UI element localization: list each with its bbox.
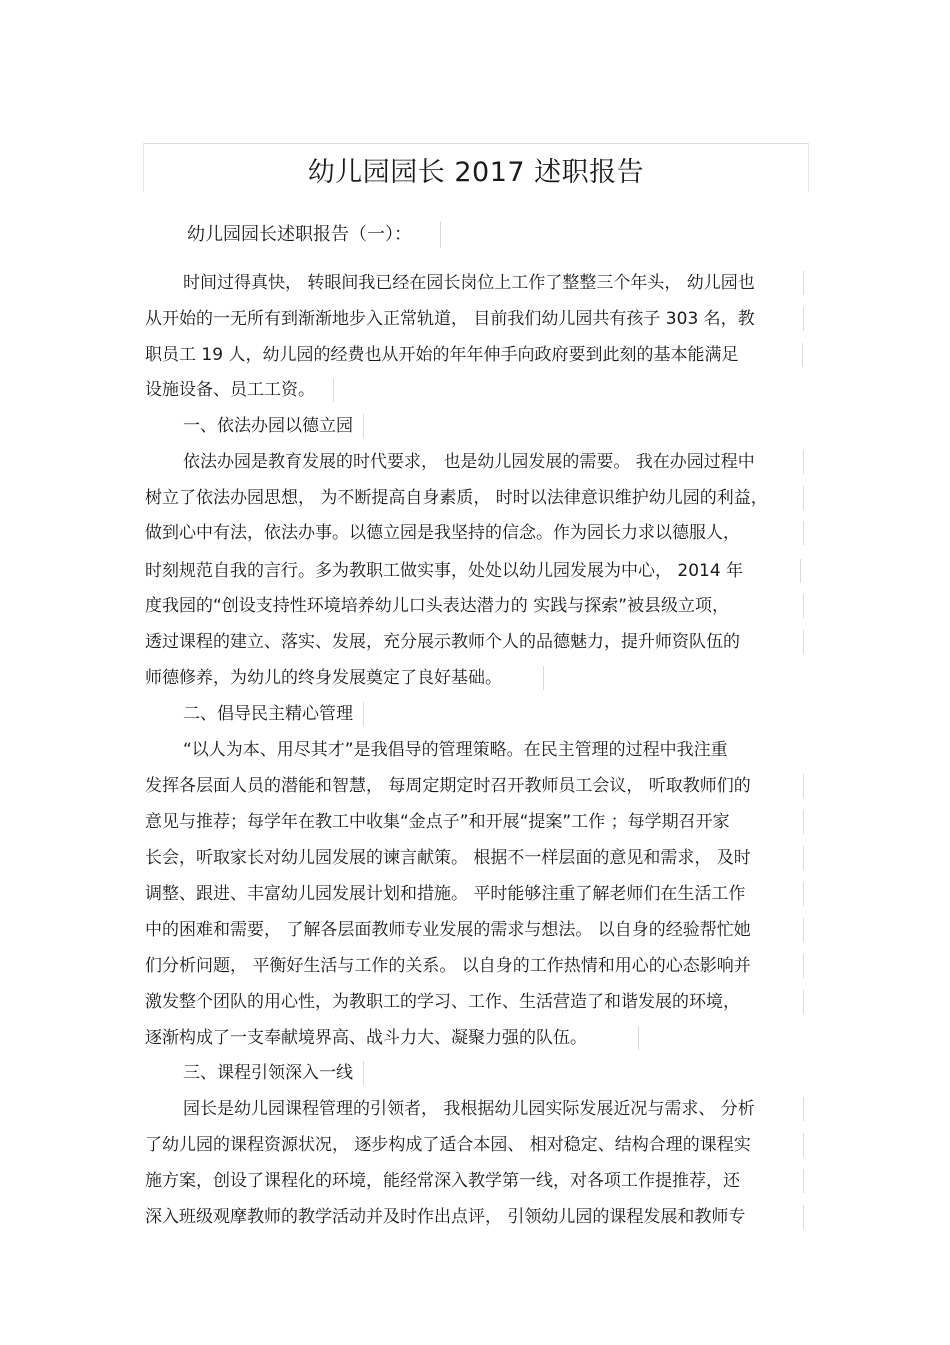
paragraph-line: 调整、跟进、丰富幼儿园发展计划和措施。 平时能够注重了解老师们在生活工作 bbox=[145, 882, 804, 906]
paragraph-line: 透过课程的建立、落实、发展，充分展示教师个人的品德魅力，提升师资队伍的 bbox=[145, 630, 804, 654]
title-box bbox=[143, 143, 809, 192]
paragraph-line: 树立了依法办园思想， 为不断提高自身素质， 时时以法律意识维护幼儿园的利益， bbox=[145, 486, 804, 510]
section-heading-3: 三、课程引领深入一线 bbox=[183, 1061, 364, 1085]
paragraph-line: “以人为本、用尽其才”是我倡导的管理策略。在民主管理的过程中我注重 bbox=[183, 740, 728, 760]
paragraph-line: 时间过得真快， 转眼间我已经在园长岗位上工作了整整三个年头， 幼儿园也 bbox=[183, 271, 804, 295]
document-title: 幼儿园园长 2017 述职报告 bbox=[307, 157, 645, 188]
paragraph-line: 中的困难和需要， 了解各层面教师专业发展的需求与想法。 以自身的经验帮忙她 bbox=[145, 918, 804, 942]
paragraph-line: 师德修养，为幼儿的终身发展奠定了良好基础。 bbox=[145, 666, 544, 690]
paragraph-line: 了幼儿园的课程资源状况， 逐步构成了适合本园、 相对稳定、结构合理的课程实 bbox=[145, 1133, 804, 1157]
paragraph-line: 做到心中有法，依法办事。以德立园是我坚持的信念。作为园长力求以德服人， bbox=[145, 521, 804, 545]
paragraph-line: 施方案，创设了课程化的环境，能经常深入教学第一线，对各项工作提推荐，还 bbox=[145, 1169, 804, 1193]
paragraph-line: 设施设备、员工工资。 bbox=[145, 378, 334, 402]
paragraph-line: 意见与推荐；每学年在教工中收集“金点子”和开展“提案”工作 ；每学期召开家 bbox=[145, 810, 804, 834]
paragraph-line: 依法办园是教育发展的时代要求， 也是幼儿园发展的需要。 我在办园过程中 bbox=[183, 450, 804, 474]
paragraph-line: 从开始的一无所有到渐渐地步入正常轨道， 目前我们幼儿园共有孩子 303 名，教 bbox=[145, 307, 804, 331]
paragraph-line: 时刻规范自我的言行。多为教职工做实事，处处以幼儿园发展为中心， 2014 年 bbox=[145, 559, 801, 583]
paragraph-line: 度我园的“创设支持性环境培养幼儿口头表达潜力的 实践与探索”被县级立项， bbox=[145, 594, 804, 618]
paragraph-line: 们分析问题， 平衡好生活与工作的关系。 以自身的工作热情和用心的心态影响并 bbox=[145, 954, 804, 978]
paragraph-line: 逐渐构成了一支奉献境界高、战斗力大、凝聚力强的队伍。 bbox=[145, 1026, 639, 1050]
paragraph-line: 深入班级观摩教师的教学活动并及时作出点评， 引领幼儿园的课程发展和教师专 bbox=[145, 1205, 804, 1229]
paragraph-line: 激发整个团队的用心性，为教职工的学习、工作、生活营造了和谐发展的环境， bbox=[145, 990, 804, 1014]
paragraph-line: 园长是幼儿园课程管理的引领者， 我根据幼儿园实际发展近况与需求、 分析 bbox=[183, 1097, 804, 1121]
section-subtitle: 幼儿园园长述职报告（一）： bbox=[187, 222, 441, 248]
section-heading-1: 一、依法办园以德立园 bbox=[183, 414, 364, 438]
paragraph-line: 职员工 19 人，幼儿园的经费也从开始的年年伸手向政府要到此刻的基本能满足 bbox=[145, 343, 803, 367]
paragraph-line: 发挥各层面人员的潜能和智慧， 每周定期定时召开教师员工会议， 听取教师们的 bbox=[145, 774, 804, 798]
section-heading-2: 二、倡导民主精心管理 bbox=[183, 702, 364, 726]
paragraph-line: 长会，听取家长对幼儿园发展的谏言献策。 根据不一样层面的意见和需求， 及时 bbox=[145, 846, 804, 870]
